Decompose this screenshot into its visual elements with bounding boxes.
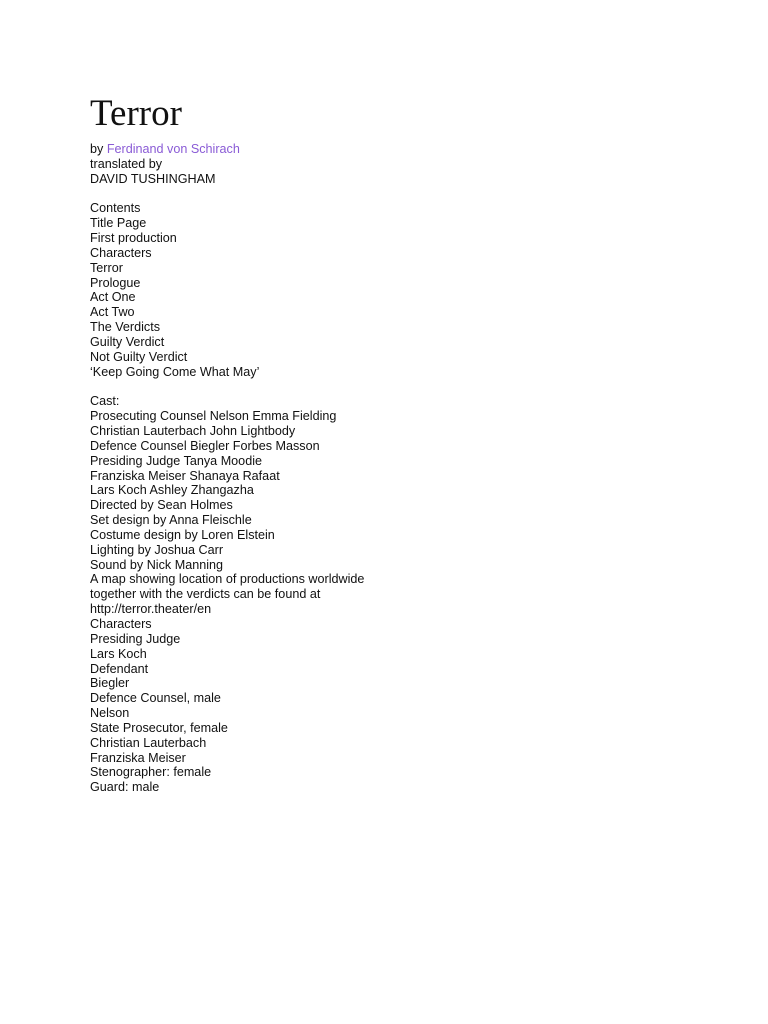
spacer	[90, 380, 710, 395]
cast-line: Franziska Meiser Shanaya Rafaat	[90, 468, 280, 483]
contents-item: Act One	[90, 290, 136, 305]
character-line: Lars Koch	[90, 646, 147, 661]
spacer	[90, 187, 710, 202]
contents-item: Terror	[90, 260, 123, 275]
character-line: Nelson	[90, 706, 130, 721]
cast-line: Presiding Judge Tanya Moodie	[90, 453, 262, 468]
contents-item: Title Page	[90, 216, 147, 231]
credit-line: Set design by Anna Fleischle	[90, 513, 252, 528]
characters-heading: Characters	[90, 617, 152, 631]
cast-line: Defence Counsel Biegler Forbes Masson	[90, 438, 320, 453]
author-link[interactable]: Ferdinand von Schirach	[106, 142, 240, 156]
document-page	[90, 92, 710, 795]
document-title: Terror	[90, 93, 182, 134]
cast-line: Lars Koch Ashley Zhangazha	[90, 483, 254, 498]
contents-item: ‘Keep Going Come What May’	[90, 364, 260, 379]
character-line: Defendant	[90, 661, 149, 676]
cast-line: Prosecuting Counsel Nelson Emma Fielding	[90, 409, 337, 424]
credit-line: Sound by Nick Manning	[90, 557, 224, 572]
contents-item: Prologue	[90, 275, 141, 290]
contents-item: Act Two	[90, 305, 135, 320]
character-line: Defence Counsel, male	[90, 691, 221, 706]
translator-name: DAVID TUSHINGHAM	[90, 171, 216, 186]
character-line: Biegler	[90, 676, 130, 691]
credit-line: Lighting by Joshua Carr	[90, 542, 224, 557]
character-line: State Prosecutor, female	[90, 720, 228, 735]
contents-list	[90, 201, 710, 379]
contents-heading: Contents	[90, 201, 141, 216]
map-url: http://terror.theater/en	[90, 602, 212, 617]
byline	[90, 142, 710, 157]
character-line: Presiding Judge	[90, 631, 181, 646]
contents-item: First production	[90, 231, 177, 246]
map-note-line: A map showing location of productions worldwide	[90, 572, 365, 587]
credit-line: Costume design by Loren Elstein	[90, 527, 275, 542]
cast-heading: Cast:	[90, 394, 120, 409]
credit-line: Directed by Sean Holmes	[90, 498, 233, 513]
character-line: Christian Lauterbach	[90, 735, 207, 750]
cast-list	[90, 394, 710, 795]
map-note-line: together with the verdicts can be found at	[90, 587, 321, 602]
contents-item: Not Guilty Verdict	[90, 349, 188, 364]
contents-item: Characters	[90, 245, 152, 260]
contents-item: Guilty Verdict	[90, 334, 165, 349]
character-line: Franziska Meiser	[90, 750, 186, 765]
byline-prefix: by	[90, 142, 107, 156]
translated-by-label: translated by	[90, 156, 163, 171]
contents-item: The Verdicts	[90, 320, 160, 335]
cast-line: Christian Lauterbach John Lightbody	[90, 424, 296, 439]
character-line: Stenographer: female	[90, 765, 212, 780]
character-line: Guard: male	[90, 780, 160, 795]
